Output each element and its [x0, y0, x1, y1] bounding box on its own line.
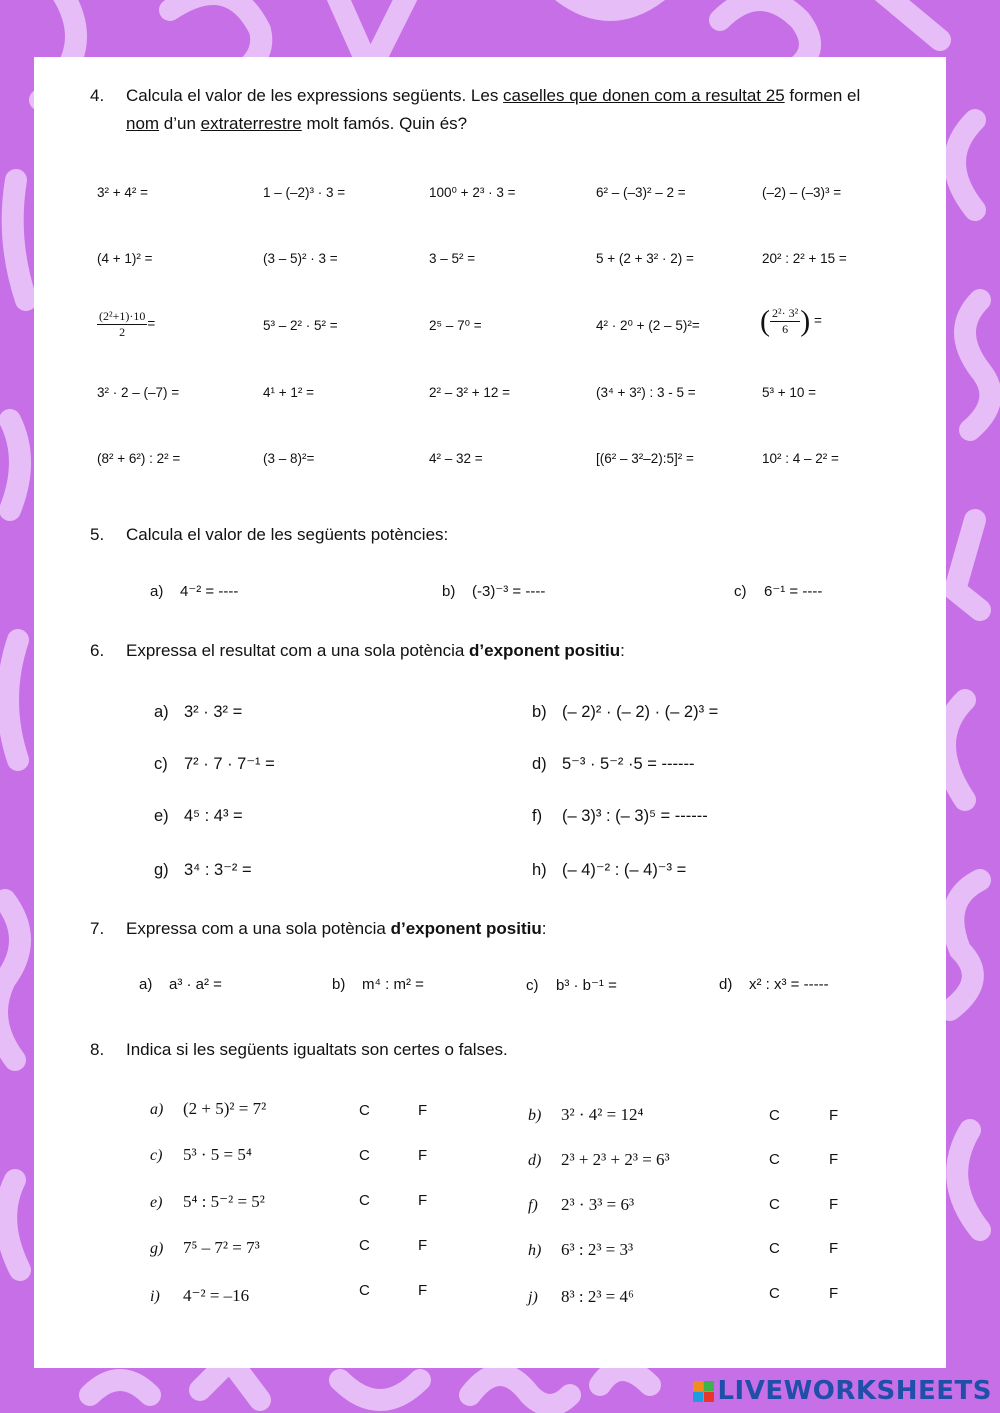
fraction: [97, 309, 147, 340]
true-option[interactable]: C: [359, 1282, 370, 1299]
expression-cell[interactable]: 5³ + 10 =: [762, 385, 817, 400]
question-text: Calcula el valor de les següents potències:: [126, 525, 449, 544]
expression-cell[interactable]: [(6² – 3²–2):5]² =: [596, 451, 694, 466]
expression-cell[interactable]: 5³ – 2² · 5² =: [263, 318, 338, 333]
false-option[interactable]: F: [418, 1192, 428, 1209]
logo-squares-icon: [693, 1381, 714, 1402]
underlined-phrase: caselles que donen com a resultat 25: [503, 86, 785, 105]
underlined-word: nom: [126, 114, 160, 133]
expression-cell[interactable]: 3² · 2 – (–7) =: [97, 385, 180, 400]
expression-cell[interactable]: 2⁵ – 7⁰ =: [429, 318, 482, 333]
equality-item-h: h) 6³ : 2³ = 3³: [528, 1240, 634, 1259]
exercise-item-d[interactable]: d) 5⁻³ · 5⁻² ·5 = ------: [532, 755, 695, 773]
brand-logo: [693, 1375, 992, 1407]
question-text: Indica si les següents igualtats son certes o falses.: [126, 1040, 508, 1059]
brand-name: LIVEWORKSHEETS: [717, 1376, 992, 1406]
exercise-item-d[interactable]: d) x² : x³ = -----: [719, 976, 829, 993]
question-number: 8.: [90, 1040, 105, 1059]
equality-item-a: a) (2 + 5)² = 7²: [150, 1099, 267, 1118]
false-option[interactable]: F: [418, 1102, 428, 1119]
expression-cell-fraction[interactable]: [760, 306, 822, 337]
false-option[interactable]: F: [829, 1285, 839, 1302]
question-text: Expressa el resultat com a una sola potència d’exponent positiu:: [126, 641, 625, 660]
question-text: Expressa com a una sola potència d’exponent positiu:: [126, 919, 547, 938]
equality-item-f: f) 2³ · 3³ = 6³: [528, 1195, 635, 1214]
false-option[interactable]: F: [829, 1107, 839, 1124]
open-paren: (: [760, 304, 770, 338]
expression-cell[interactable]: 4² – 32 =: [429, 451, 483, 466]
question-number: 5.: [90, 525, 105, 544]
fraction: [770, 306, 800, 337]
fraction-numerator: (2²+1)·10: [99, 309, 146, 323]
expression-cell[interactable]: 100⁰ + 2³ · 3 =: [429, 185, 516, 200]
false-option[interactable]: F: [829, 1240, 839, 1257]
false-option[interactable]: F: [418, 1282, 428, 1299]
question-number: 6.: [90, 641, 105, 660]
expression-cell[interactable]: (4 + 1)² =: [97, 251, 153, 266]
true-option[interactable]: C: [359, 1102, 370, 1119]
equality-item-e: e) 5⁴ : 5⁻² = 5²: [150, 1192, 265, 1211]
equality-item-c: c) 5³ · 5 = 5⁴: [150, 1145, 252, 1164]
false-option[interactable]: F: [418, 1147, 428, 1164]
exercise-item-b[interactable]: b) m⁴ : m² =: [332, 976, 424, 993]
true-option[interactable]: C: [359, 1237, 370, 1254]
equals-sign: =: [147, 316, 156, 332]
equality-item-i: i) 4⁻² = –16: [150, 1286, 250, 1305]
expression-cell[interactable]: 3 – 5² =: [429, 251, 476, 266]
worksheet-page: [34, 57, 946, 1368]
expression-cell[interactable]: (8² + 6²) : 2² =: [97, 451, 181, 466]
equality-item-b: b) 3² · 4² = 12⁴: [528, 1105, 644, 1124]
question-text: Calcula el valor de les expressions següents. Les caselles que donen com a resultat 25 formen el nom d’un extraterrestre molt famós. Quin és?: [126, 86, 861, 133]
true-option[interactable]: C: [359, 1192, 370, 1209]
true-option[interactable]: C: [769, 1107, 780, 1124]
true-option[interactable]: C: [769, 1196, 780, 1213]
expression-cell[interactable]: 2² – 3² + 12 =: [429, 385, 511, 400]
expression-cell[interactable]: 4² · 2⁰ + (2 – 5)²=: [596, 318, 700, 333]
exercise-item-a[interactable]: a) 4⁻² = ----: [150, 583, 239, 600]
close-paren: ): [800, 304, 811, 338]
false-option[interactable]: F: [829, 1151, 839, 1168]
exercise-item-g[interactable]: g) 3⁴ : 3⁻² =: [154, 861, 252, 879]
expression-cell[interactable]: 10² : 4 – 2² =: [762, 451, 839, 466]
true-option[interactable]: C: [359, 1147, 370, 1164]
expression-cell[interactable]: (3⁴ + 3²) : 3 - 5 =: [596, 385, 696, 400]
question-number: 4.: [90, 86, 105, 105]
true-option[interactable]: C: [769, 1285, 780, 1302]
exercise-item-e[interactable]: e) 4⁵ : 4³ =: [154, 807, 243, 825]
expression-cell[interactable]: (–2) – (–3)³ =: [762, 185, 842, 200]
false-option[interactable]: F: [829, 1196, 839, 1213]
equality-item-j: j) 8³ : 2³ = 4⁶: [528, 1287, 634, 1306]
expression-cell-fraction[interactable]: [97, 309, 155, 340]
question-number: 7.: [90, 919, 105, 938]
exercise-item-f[interactable]: f) (– 3)³ : (– 3)⁵ = ------: [532, 807, 708, 825]
equals-sign: =: [813, 313, 822, 329]
expression-cell[interactable]: (3 – 8)²=: [263, 451, 315, 466]
equality-item-d: d) 2³ + 2³ + 2³ = 6³: [528, 1150, 670, 1169]
expression-cell[interactable]: (3 – 5)² · 3 =: [263, 251, 338, 266]
exercise-item-b[interactable]: b) (-3)⁻³ = ----: [442, 583, 546, 600]
fraction-numerator: 2²· 3²: [772, 306, 799, 320]
equality-item-g: g) 7⁵ – 7² = 7³: [150, 1238, 260, 1257]
true-option[interactable]: C: [769, 1151, 780, 1168]
exercise-item-a[interactable]: a) a³ · a² =: [139, 976, 222, 993]
false-option[interactable]: F: [418, 1237, 428, 1254]
expression-cell[interactable]: 3² + 4² =: [97, 185, 149, 200]
true-option[interactable]: C: [769, 1240, 780, 1257]
exercise-item-c[interactable]: c) b³ · b⁻¹ =: [526, 977, 617, 994]
expression-cell[interactable]: 1 – (–2)³ · 3 =: [263, 185, 346, 200]
exercise-item-h[interactable]: h) (– 4)⁻² : (– 4)⁻³ =: [532, 861, 687, 879]
underlined-word: extraterrestre: [200, 114, 302, 133]
exercise-item-c[interactable]: c) 7² · 7 · 7⁻¹ =: [154, 755, 275, 773]
expression-cell[interactable]: 5 + (2 + 3² · 2) =: [596, 251, 694, 266]
exercise-item-b[interactable]: b) (– 2)² · (– 2) · (– 2)³ =: [532, 703, 719, 721]
expression-cell[interactable]: 6² – (–3)² – 2 =: [596, 185, 686, 200]
exercise-item-a[interactable]: a) 3² · 3² =: [154, 703, 243, 721]
expression-cell[interactable]: 20² : 2² + 15 =: [762, 251, 847, 266]
expression-cell[interactable]: 4¹ + 1² =: [263, 385, 315, 400]
exercise-item-c[interactable]: c) 6⁻¹ = ----: [734, 583, 823, 600]
fraction-denominator: 6: [782, 322, 789, 336]
fraction-denominator: 2: [119, 325, 126, 339]
